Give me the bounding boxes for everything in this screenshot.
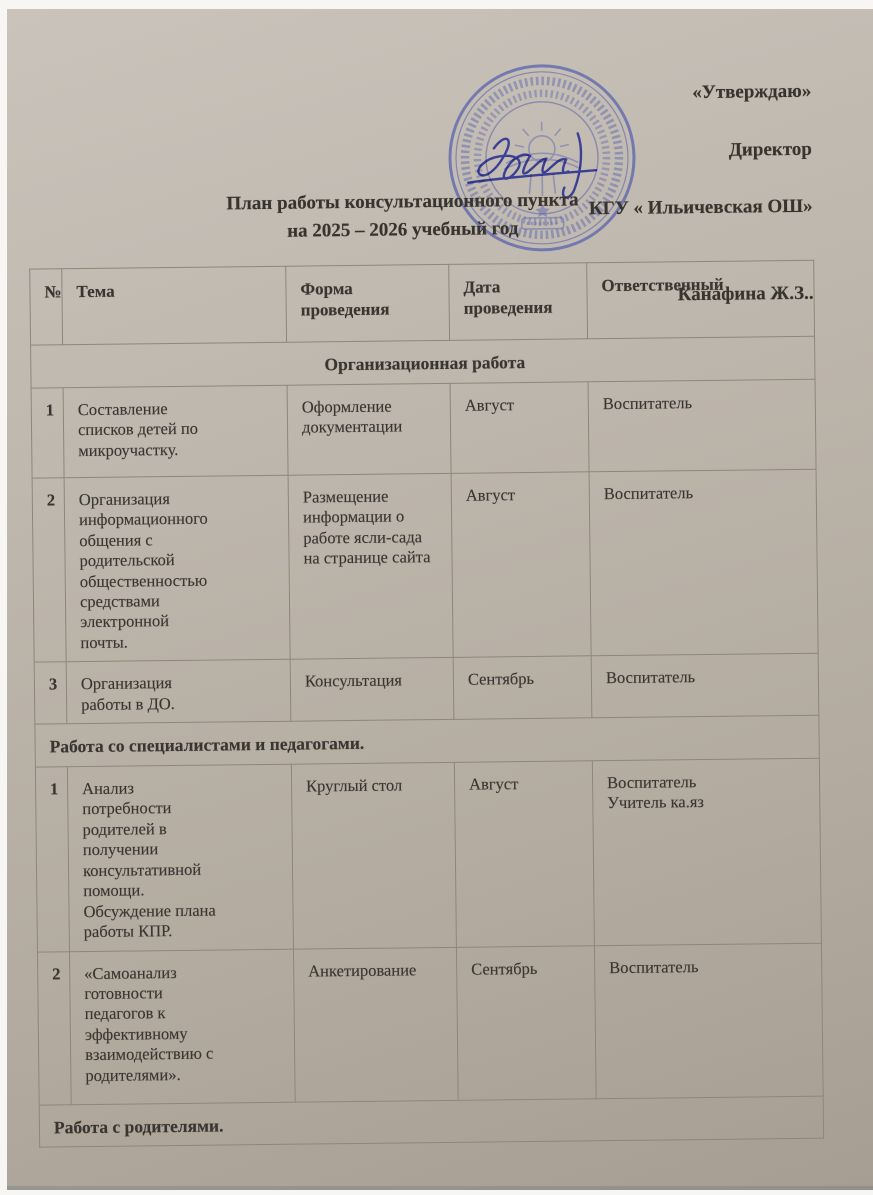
signed-name: Канафина Ж.З.. (678, 283, 814, 306)
approve-label: «Утверждаю» (587, 78, 811, 109)
date-cell: Август (450, 381, 589, 473)
header-cell-format: Форма проведения (286, 264, 450, 342)
section-title: Работа с родителями. (39, 1096, 823, 1148)
format-cell: Круглый стол (291, 762, 456, 948)
topic-cell: Организация информационного общения с родительской общественностью средствами электронной почты. (64, 475, 290, 662)
topic-cell: «Самоанализ готовности педагогов к эффективному взаимодействию с родителями». (69, 949, 295, 1105)
header-cell-topic: Тема (62, 266, 287, 345)
header-cell-date: Дата проведения (449, 263, 588, 341)
director-label: Директор (588, 135, 812, 166)
format-cell: Анкетирование (293, 947, 458, 1102)
row-number-cell: 1 (35, 767, 69, 952)
format-cell: Консультация (290, 658, 454, 722)
date-cell: Август (454, 761, 594, 947)
topic-cell: Организация работы в ДО. (66, 660, 291, 724)
document-content (0, 4, 873, 1195)
table-row (35, 758, 821, 952)
table-row (32, 469, 818, 663)
format-cell: Оформление документации (287, 383, 451, 475)
table-row (31, 379, 816, 478)
responsible-cell: Воспитатель (594, 943, 823, 1099)
responsible-cell: Воспитатель (591, 654, 819, 718)
document-title (2, 184, 803, 249)
table-header-row (30, 260, 815, 345)
format-cell: Размещение информации о работе ясли-сада на странице сайта (288, 473, 453, 659)
row-number-cell: 3 (34, 662, 67, 724)
responsible-cell: Воспитатель (588, 379, 816, 472)
title-line-2: на 2025 – 2026 учебный год (3, 212, 803, 249)
topic-cell: Анализ потребности родителей в получении консультативной помощи. Обсуждение плана работы КПР. (67, 764, 293, 951)
paper-sheet (7, 9, 873, 1190)
section-title: Организационная работа (31, 336, 815, 388)
responsible-cell: Воспитатель Учитель ка.яз (592, 758, 821, 945)
title-line-1: План работы консультационного пункта (2, 184, 802, 221)
table-row (34, 654, 819, 725)
row-number-cell: 1 (31, 387, 64, 477)
plan-table (29, 260, 824, 1148)
section-row-parents (39, 1096, 823, 1148)
row-number-cell: 2 (32, 477, 66, 662)
row-number-cell: 2 (37, 951, 71, 1104)
header-cell-num: № (30, 269, 63, 345)
date-cell: Август (451, 471, 591, 657)
date-cell: Сентябрь (456, 945, 596, 1100)
organization-name: КГУ « Ильичевская ОШ» (589, 193, 813, 224)
section-title: Работа со специалистами и педагогами. (35, 715, 819, 767)
responsible-cell: Воспитатель (589, 469, 818, 656)
table-row (37, 943, 823, 1105)
header-cell-responsible: Ответственный (587, 260, 815, 339)
date-cell: Сентябрь (453, 656, 592, 719)
topic-cell: Составление списков детей по микроучастку. (63, 385, 288, 478)
